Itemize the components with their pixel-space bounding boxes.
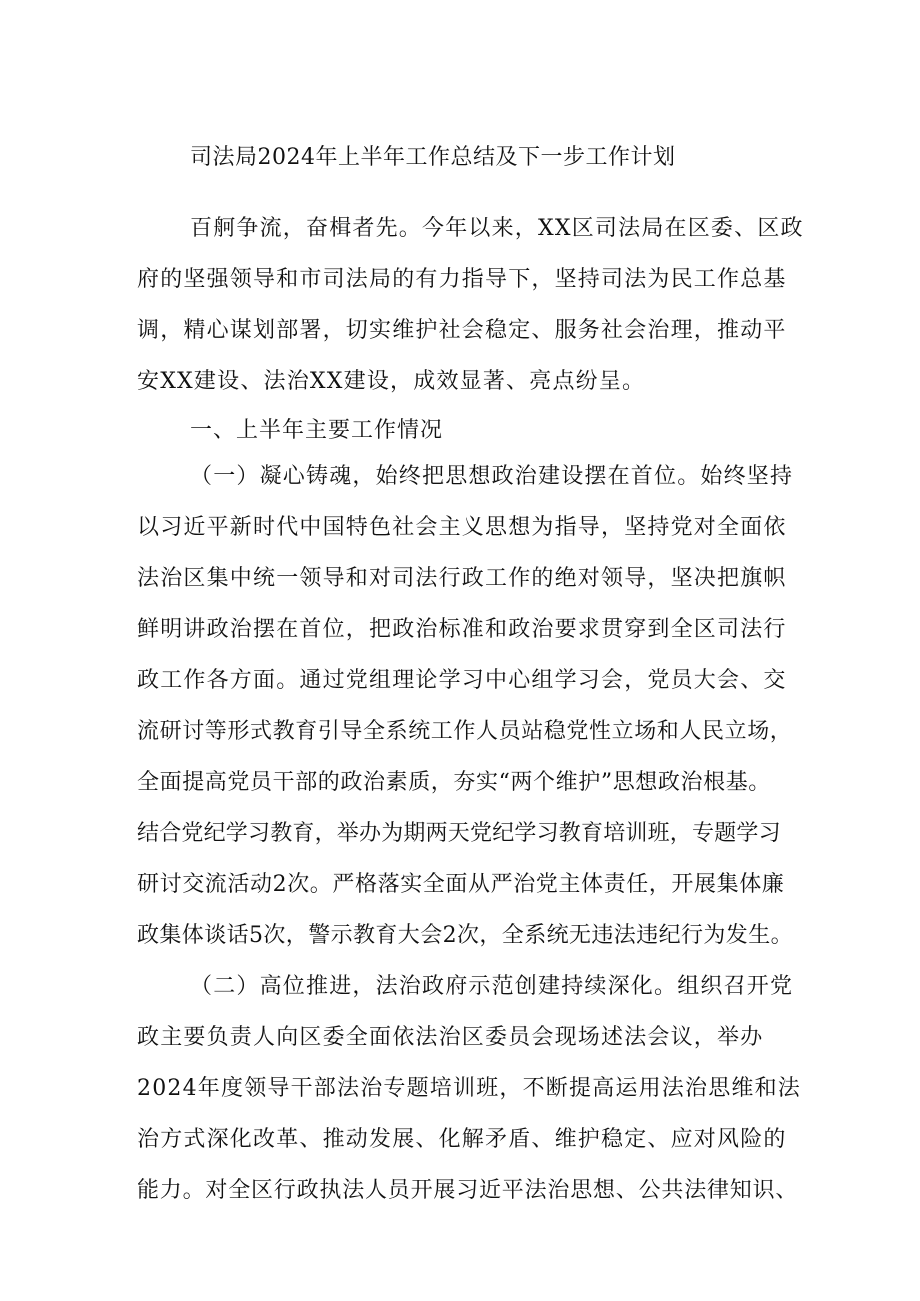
intro-line-1: 百舸争流，奋楫者先。今年以来，XX区司法局在区委、区政 <box>190 216 804 241</box>
para2-line-3: 2024年度领导干部法治专题培训班，不断提高运用法治思维和法 <box>137 1076 801 1101</box>
para2-line-4: 治方式深化改革、推动发展、化解矛盾、维护稳定、应对风险的 <box>137 1127 787 1152</box>
para1-line-2: 以习近平新时代中国特色社会主义思想为指导，坚持党对全面依 <box>137 515 787 540</box>
para1-line-7: 全面提高党员干部的政治素质，夯实“两个维护”思想政治根基。 <box>137 770 771 795</box>
para1-line-4: 鲜明讲政治摆在首位，把政治标准和政治要求贯穿到全区司法行 <box>137 617 787 642</box>
para2-line-1: （二）高位推进，法治政府示范创建持续深化。组织召开党 <box>190 974 794 999</box>
intro-line-2: 府的坚强领导和市司法局的有力指导下，坚持司法为民工作总基 <box>137 267 787 292</box>
para1-line-1: （一）凝心铸魂，始终把思想政治建设摆在首位。始终坚持 <box>190 464 794 489</box>
para1-line-6: 流研讨等形式教育引导全系统工作人员站稳党性立场和人民立场， <box>137 719 793 744</box>
para2-line-5: 能力。对全区行政执法人员开展习近平法治思想、公共法律知识、 <box>137 1178 799 1203</box>
section-heading: 一、上半年主要工作情况 <box>190 418 444 443</box>
para1-line-9: 研讨交流活动2次。严格落实全面从严治党主体责任，开展集体廉 <box>137 872 785 897</box>
document-title: 司法局2024年上半年工作总结及下一步工作计划 <box>190 145 676 170</box>
para2-line-2: 政主要负责人向区委全面依法治区委员会现场述法会议，举办 <box>137 1025 764 1050</box>
intro-line-3: 调，精心谋划部署，切实维护社会稳定、服务社会治理，推动平 <box>137 318 787 343</box>
para1-line-3: 法治区集中统一领导和对司法行政工作的绝对领导，坚决把旗帜 <box>137 566 787 591</box>
intro-line-4: 安XX建设、法治XX建设，成效显著、亮点纷呈。 <box>137 369 646 394</box>
para1-line-5: 政工作各方面。通过党组理论学习中心组学习会，党员大会、交 <box>137 668 787 693</box>
para1-line-8: 结合党纪学习教育，举办为期两天党纪学习教育培训班，专题学习 <box>137 821 781 846</box>
para1-line-10: 政集体谈话5次，警示教育大会2次，全系统无违法违纪行为发生。 <box>137 923 793 948</box>
